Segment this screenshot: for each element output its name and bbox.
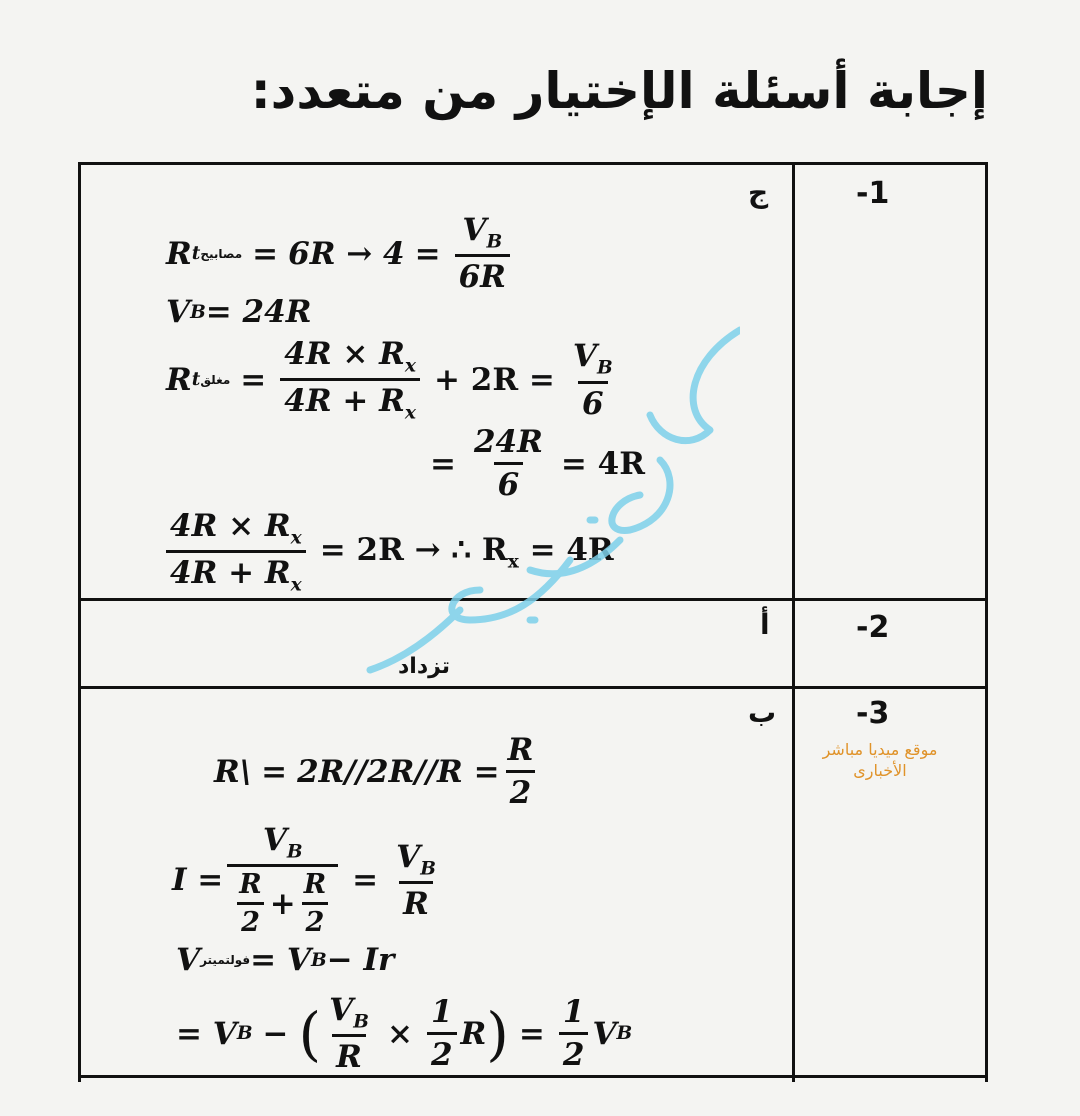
site-credit-note: موقع ميديا مباشر الأخبارى — [822, 740, 938, 780]
question-number-2: -2 — [856, 610, 890, 645]
table-border-top — [78, 162, 988, 165]
table-border-right — [985, 162, 988, 1082]
q3-equation-2: I = $V_B$ $\frac{R}{2}$ + $\frac{R}{2}$ = $\frac{V_B}{R}$ — [172, 822, 436, 939]
row-divider-2 — [78, 686, 988, 689]
question-number-3: -3 — [856, 696, 890, 731]
q1-equation-2: V B = 24R — [166, 294, 312, 330]
question-number-1: -1 — [856, 176, 890, 211]
table-border-left — [78, 162, 81, 1082]
q1-equation-3: R t مغلق = $\frac{4R \times R_x}{4R + R_x}$ + 2R = $\frac{V_B}{6}$ — [166, 336, 613, 424]
table-border-bottom — [78, 1075, 988, 1078]
answer-choice-1: ج — [748, 176, 769, 209]
column-divider — [792, 162, 795, 1082]
q3-equation-4: = V B − ( $\frac{V_B}{R}$ × $\frac{1}{2}$ R ) = $\frac{1}{2}$ V B — [176, 992, 633, 1076]
q3-equation-3: V فولتميتر = V B − Ir — [176, 942, 395, 978]
watermark-signature — [360, 320, 740, 680]
q1-equation-5: $\frac{4R \times R_x}{4R + R_x}$ = 2R → ∴ $R_x = 4R$ — [162, 508, 624, 596]
q1-equation-1: R t مصابيح = 6R → 4 = $\frac{V_B}{6R}$ — [166, 212, 514, 295]
answer-text-2: تزداد — [398, 654, 451, 679]
answer-choice-3: ب — [748, 696, 777, 729]
q1-equation-4: = $\frac{24R}{6}$ = 4R — [430, 424, 645, 503]
q3-equation-1: R\ = 2R//2R//R = $\frac{R}{2}$ — [214, 732, 534, 811]
answer-choice-2: أ — [760, 608, 770, 641]
page-title: إجابة أسئلة الإختيار من متعدد: — [250, 62, 988, 120]
